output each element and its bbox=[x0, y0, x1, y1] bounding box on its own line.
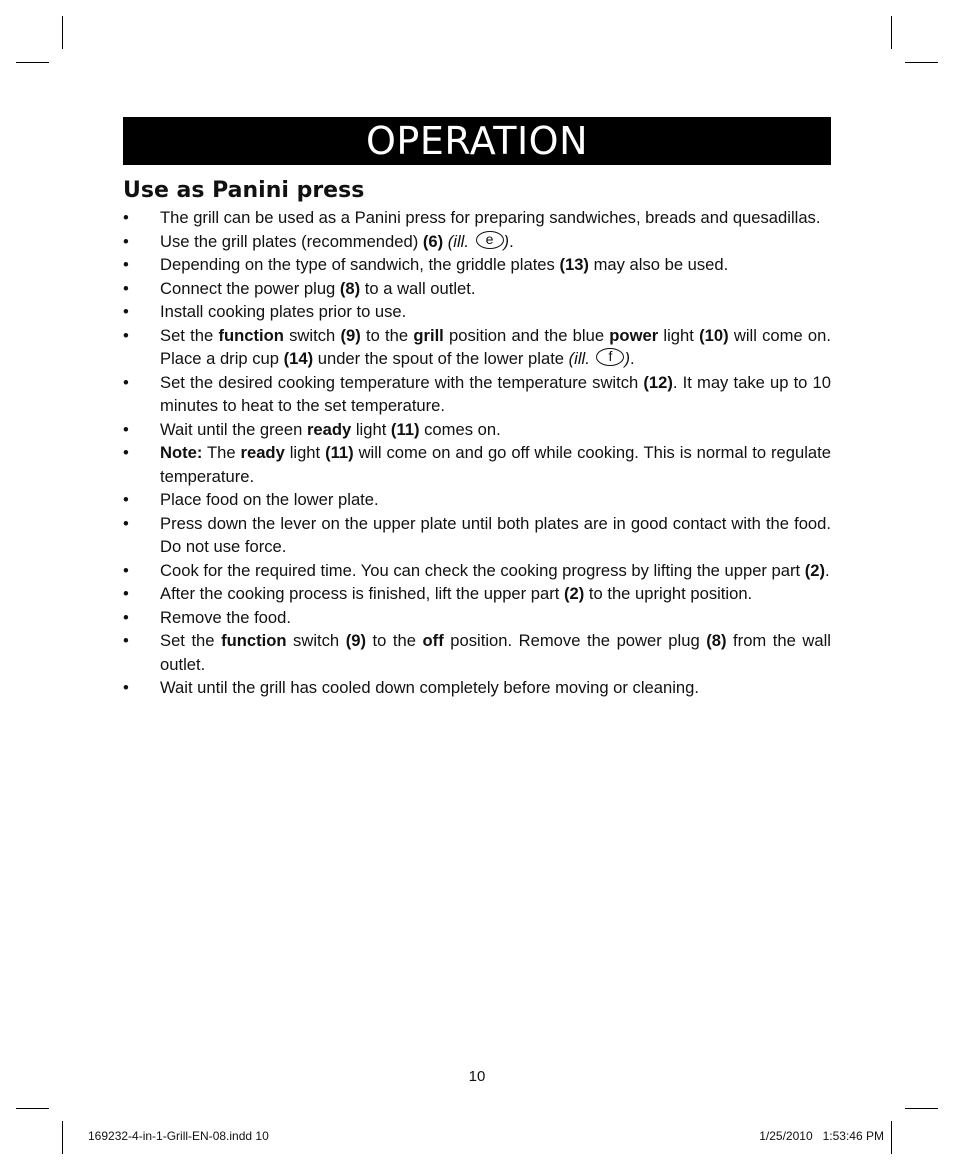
crop-mark bbox=[62, 1121, 63, 1154]
text-run: . bbox=[825, 560, 830, 580]
bullet-icon: • bbox=[123, 302, 129, 321]
text-run: to the bbox=[365, 631, 423, 650]
list-item bbox=[123, 559, 831, 583]
list-item bbox=[123, 441, 831, 488]
crop-mark bbox=[891, 16, 892, 49]
text-run: light bbox=[284, 443, 326, 462]
italic-text: (ill. bbox=[568, 349, 595, 368]
bullet-icon: • bbox=[123, 631, 129, 650]
list-item bbox=[123, 676, 831, 700]
text-run: Cook for the required time. You can check the cooking progress by lifting the upper part bbox=[160, 560, 805, 580]
text-run: . bbox=[630, 349, 635, 368]
text-run: position and the blue bbox=[443, 325, 610, 345]
bold-text: Note: bbox=[160, 443, 203, 462]
text-run: . bbox=[509, 231, 514, 251]
list-item bbox=[123, 418, 831, 442]
bullet-icon: • bbox=[123, 372, 129, 392]
list-item bbox=[123, 230, 831, 254]
text-run: Depending on the type of sandwich, the griddle plates bbox=[160, 255, 560, 274]
bold-text: (2) bbox=[804, 560, 826, 580]
text-run: to a wall outlet. bbox=[360, 278, 476, 298]
text-run: position. Remove the power plug bbox=[443, 631, 707, 650]
text-run: Wait until the grill has cooled down completely before moving or cleaning. bbox=[160, 678, 699, 697]
timestamp-slug: 1/25/2010 1:53:46 PM bbox=[759, 1129, 884, 1143]
bold-text: (9) bbox=[340, 325, 361, 345]
text-run: light bbox=[351, 419, 391, 439]
text-run: to the upright position. bbox=[584, 584, 753, 603]
bold-text: off bbox=[422, 631, 444, 650]
text-run: Set the desired cooking temperature with the temperature switch bbox=[160, 372, 644, 392]
bullet-icon: • bbox=[123, 490, 129, 509]
italic-text: (ill. bbox=[443, 231, 474, 251]
instruction-list bbox=[123, 206, 831, 700]
text-run: from the wall outlet. bbox=[160, 631, 831, 674]
italic-text: ) bbox=[503, 231, 510, 251]
crop-mark bbox=[16, 62, 49, 63]
text-run: Set the bbox=[160, 325, 219, 345]
crop-mark bbox=[905, 1108, 938, 1109]
file-slug: 169232-4-in-1-Grill-EN-08.indd 10 bbox=[88, 1129, 269, 1143]
list-item bbox=[123, 300, 831, 324]
bullet-icon: • bbox=[123, 560, 129, 580]
illustration-ref-icon: e bbox=[476, 231, 504, 249]
list-item bbox=[123, 371, 831, 418]
bullet-icon: • bbox=[123, 255, 129, 274]
text-run: comes on. bbox=[419, 419, 501, 439]
bold-text: (13) bbox=[559, 255, 589, 274]
list-item bbox=[123, 512, 831, 559]
crop-mark bbox=[905, 62, 938, 63]
page-number: 10 bbox=[468, 1068, 486, 1085]
text-run: The bbox=[202, 443, 241, 462]
bullet-icon: • bbox=[123, 607, 129, 627]
bold-text: function bbox=[218, 325, 284, 345]
bullet-icon: • bbox=[123, 443, 129, 462]
bullet-icon: • bbox=[123, 231, 129, 251]
list-item bbox=[123, 253, 831, 277]
text-run: switch bbox=[283, 325, 341, 345]
italic-text: ) bbox=[624, 349, 630, 368]
bold-text: ready bbox=[306, 419, 352, 439]
bullet-icon: • bbox=[123, 325, 129, 345]
text-run: Use the grill plates (recommended) bbox=[160, 231, 423, 251]
text-run: Press down the lever on the upper plate until both plates are in good contact with the food. Do not use force. bbox=[160, 513, 831, 556]
text-run: Remove the food. bbox=[160, 607, 291, 627]
list-item bbox=[123, 629, 831, 676]
text-run: Set the bbox=[160, 631, 222, 650]
crop-mark bbox=[891, 1121, 892, 1154]
text-run: The grill can be used as a Panini press for preparing sandwiches, breads and quesadillas. bbox=[160, 208, 821, 227]
bold-text: ready bbox=[240, 443, 285, 462]
text-run: to the bbox=[360, 325, 414, 345]
text-run: under the spout of the lower plate bbox=[313, 349, 569, 368]
text-run: may also be used. bbox=[588, 255, 729, 274]
illustration-ref-icon: f bbox=[596, 348, 624, 366]
crop-mark bbox=[62, 16, 63, 49]
list-item bbox=[123, 206, 831, 230]
bold-text: (11) bbox=[325, 443, 354, 462]
bullet-icon: • bbox=[123, 419, 129, 439]
text-run: Place food on the lower plate. bbox=[160, 490, 379, 509]
bold-text: (11) bbox=[390, 419, 420, 439]
section-heading: Use as Panini press bbox=[123, 178, 365, 203]
bullet-icon: • bbox=[123, 278, 129, 298]
text-run: Wait until the green bbox=[160, 419, 307, 439]
bold-text: (8) bbox=[706, 631, 727, 650]
bold-text: (8) bbox=[339, 278, 361, 298]
bold-text: grill bbox=[413, 325, 444, 345]
bullet-icon: • bbox=[123, 513, 129, 533]
bullet-icon: • bbox=[123, 584, 129, 603]
bold-text: (9) bbox=[345, 631, 366, 650]
text-run: light bbox=[658, 325, 700, 345]
text-run: After the cooking process is finished, lift the upper part bbox=[160, 584, 564, 603]
list-item bbox=[123, 606, 831, 630]
text-run: will come on and go off while cooking. This is normal to regulate temperature. bbox=[160, 443, 831, 486]
section-header-bar bbox=[123, 117, 831, 165]
list-item bbox=[123, 488, 831, 512]
bold-text: (14) bbox=[283, 349, 314, 368]
bold-text: power bbox=[609, 325, 659, 345]
bold-text: (2) bbox=[564, 584, 585, 603]
text-run: Install cooking plates prior to use. bbox=[160, 302, 407, 321]
text-run: switch bbox=[286, 631, 346, 650]
text-run: . It may take up to 10 minutes to heat to the set temperature. bbox=[160, 372, 831, 415]
bold-text: function bbox=[221, 631, 287, 650]
bold-text: (12) bbox=[643, 372, 673, 392]
text-run: will come on. Place a drip cup bbox=[160, 325, 831, 368]
bullet-icon: • bbox=[123, 208, 129, 227]
list-item bbox=[123, 324, 831, 371]
text-run: Connect the power plug bbox=[160, 278, 340, 298]
bold-text: (10) bbox=[699, 325, 729, 345]
page-title: OPERATION bbox=[366, 119, 588, 163]
bold-text: (6) bbox=[422, 231, 444, 251]
list-item bbox=[123, 582, 831, 606]
crop-mark bbox=[16, 1108, 49, 1109]
bullet-icon: • bbox=[123, 678, 129, 697]
list-item bbox=[123, 277, 831, 301]
